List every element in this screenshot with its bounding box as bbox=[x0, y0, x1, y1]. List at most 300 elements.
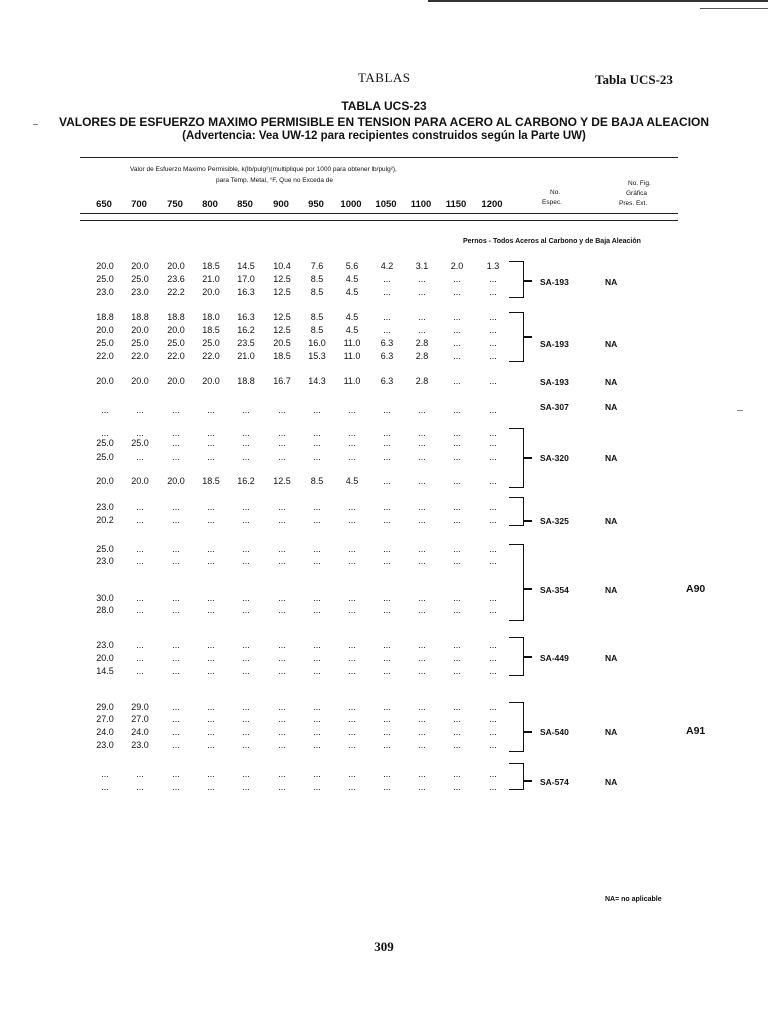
table-cell: ... bbox=[418, 502, 426, 512]
table-cell: ... bbox=[489, 640, 497, 650]
table-cell: 23.0 bbox=[96, 640, 114, 650]
running-header-left: TABLAS bbox=[358, 70, 411, 85]
table-cell: ... bbox=[136, 428, 144, 438]
table-cell: 14.5 bbox=[96, 666, 114, 676]
fig-value: NA bbox=[605, 377, 618, 387]
group-bracket-stub bbox=[523, 780, 532, 782]
table-cell: ... bbox=[172, 428, 180, 438]
table-cell: 16.2 bbox=[237, 476, 255, 486]
table-cell: ... bbox=[313, 640, 321, 650]
table-cell: 21.0 bbox=[202, 274, 220, 284]
table-cell: ... bbox=[242, 515, 250, 525]
table-title: TABLA UCS-23 bbox=[341, 99, 427, 113]
table-cell: ... bbox=[172, 452, 180, 462]
table-cell: ... bbox=[418, 438, 426, 448]
table-cell: ... bbox=[136, 544, 144, 554]
group-bracket bbox=[509, 261, 524, 298]
table-cell: ... bbox=[278, 727, 286, 737]
table-cell: 20.5 bbox=[273, 338, 291, 348]
table-cell: ... bbox=[489, 605, 497, 615]
table-cell: ... bbox=[453, 666, 461, 676]
table-cell: ... bbox=[453, 640, 461, 650]
table-cell: ... bbox=[348, 653, 356, 663]
table-cell: 12.5 bbox=[273, 325, 291, 335]
table-cell: 11.0 bbox=[343, 376, 361, 386]
table-cell: ... bbox=[383, 502, 391, 512]
table-cell: ... bbox=[489, 287, 497, 297]
table-cell: ... bbox=[172, 438, 180, 448]
temp-header: 700 bbox=[131, 199, 147, 210]
table-cell: ... bbox=[136, 666, 144, 676]
table-cell: ... bbox=[242, 405, 250, 415]
table-cell: 25.0 bbox=[131, 438, 149, 448]
table-cell: ... bbox=[278, 666, 286, 676]
table-warning: (Advertencia: Vea UW-12 para recipientes construidos según la Parte UW) bbox=[182, 130, 586, 142]
table-cell: 2.0 bbox=[450, 261, 464, 271]
table-cell: ... bbox=[242, 438, 250, 448]
top-edge-rule bbox=[428, 0, 768, 2]
table-cell: 20.0 bbox=[167, 325, 185, 335]
table-cell: 6.3 bbox=[380, 376, 394, 386]
table-cell: ... bbox=[207, 593, 215, 603]
table-cell: ... bbox=[313, 428, 321, 438]
table-cell: ... bbox=[207, 640, 215, 650]
table-cell: ... bbox=[348, 782, 356, 792]
table-cell: 20.0 bbox=[131, 325, 149, 335]
table-cell: ... bbox=[172, 782, 180, 792]
table-cell: 25.0 bbox=[202, 338, 220, 348]
table-cell: ... bbox=[489, 438, 497, 448]
fig-header-line1: No. Fig. bbox=[628, 180, 651, 187]
group-bracket-stub bbox=[523, 336, 532, 338]
fig-header-line2: Gráfica bbox=[626, 190, 647, 197]
temp-header: 1100 bbox=[410, 199, 432, 210]
table-cell: ... bbox=[489, 515, 497, 525]
table-cell: ... bbox=[453, 351, 461, 361]
table-cell: 4.5 bbox=[345, 287, 359, 297]
table-cell: 18.8 bbox=[167, 312, 185, 322]
table-cell: ... bbox=[313, 452, 321, 462]
table-cell: ... bbox=[383, 653, 391, 663]
table-cell: ... bbox=[278, 405, 286, 415]
table-cell: ... bbox=[278, 605, 286, 615]
group-bracket bbox=[509, 497, 524, 526]
fig-value: NA bbox=[605, 727, 618, 737]
table-cell: 24.0 bbox=[131, 727, 149, 737]
table-cell: 18.5 bbox=[202, 476, 220, 486]
table-cell: ... bbox=[242, 727, 250, 737]
table-cell: 20.0 bbox=[96, 653, 114, 663]
table-cell: ... bbox=[313, 740, 321, 750]
table-cell: ... bbox=[313, 605, 321, 615]
table-cell: ... bbox=[383, 702, 391, 712]
table-cell: 18.0 bbox=[202, 312, 220, 322]
table-cell: ... bbox=[453, 476, 461, 486]
table-cell: ... bbox=[242, 502, 250, 512]
table-cell: ... bbox=[453, 438, 461, 448]
table-cell: ... bbox=[489, 351, 497, 361]
table-cell: 8.5 bbox=[310, 476, 324, 486]
table-cell: ... bbox=[313, 544, 321, 554]
table-cell: ... bbox=[489, 727, 497, 737]
table-cell: 20.0 bbox=[167, 476, 185, 486]
table-cell: ... bbox=[489, 666, 497, 676]
table-cell: ... bbox=[418, 325, 426, 335]
table-cell: 20.0 bbox=[96, 476, 114, 486]
table-cell: ... bbox=[489, 593, 497, 603]
table-cell: ... bbox=[453, 653, 461, 663]
table-cell: 25.0 bbox=[96, 338, 114, 348]
table-cell: ... bbox=[348, 556, 356, 566]
table-cell: ... bbox=[453, 515, 461, 525]
fig-value: NA bbox=[605, 653, 618, 663]
temp-header: 1200 bbox=[481, 199, 503, 210]
table-cell: 4.5 bbox=[345, 312, 359, 322]
table-cell: 23.6 bbox=[167, 274, 185, 284]
table-cell: ... bbox=[418, 556, 426, 566]
table-cell: ... bbox=[418, 287, 426, 297]
table-cell: 25.0 bbox=[96, 274, 114, 284]
table-cell: ... bbox=[489, 769, 497, 779]
fig-value: NA bbox=[605, 516, 618, 526]
table-cell: 21.0 bbox=[237, 351, 255, 361]
table-cell: ... bbox=[278, 428, 286, 438]
temp-header: 950 bbox=[308, 199, 324, 210]
table-cell: 27.0 bbox=[131, 714, 149, 724]
page-number: 309 bbox=[374, 939, 394, 954]
top-edge-mark bbox=[700, 8, 768, 9]
table-cell: 18.8 bbox=[131, 312, 149, 322]
table-cell: ... bbox=[348, 605, 356, 615]
table-cell: ... bbox=[383, 438, 391, 448]
scan-speck bbox=[33, 124, 38, 125]
table-cell: ... bbox=[278, 593, 286, 603]
table-cell: ... bbox=[418, 452, 426, 462]
spec-label: SA-449 bbox=[540, 653, 569, 663]
table-cell: 22.2 bbox=[167, 287, 185, 297]
table-cell: ... bbox=[172, 727, 180, 737]
table-cell: ... bbox=[383, 274, 391, 284]
table-cell: ... bbox=[489, 338, 497, 348]
table-cell: ... bbox=[172, 702, 180, 712]
table-cell: ... bbox=[207, 714, 215, 724]
table-cell: ... bbox=[418, 428, 426, 438]
table-cell: ... bbox=[348, 544, 356, 554]
table-cell: ... bbox=[418, 640, 426, 650]
table-cell: ... bbox=[101, 428, 109, 438]
table-cell: ... bbox=[136, 515, 144, 525]
table-cell: ... bbox=[383, 544, 391, 554]
table-cell: ... bbox=[313, 515, 321, 525]
group-bracket-stub bbox=[523, 457, 532, 459]
column-header-line1: Valor de Esfuerzo Maximo Permisible, k(lb/pulg²)(multiplique por 1000 para obtener lb/pulg²), bbox=[130, 166, 397, 173]
table-cell: ... bbox=[489, 274, 497, 284]
fig-value: NA bbox=[605, 277, 618, 287]
table-cell: 28.0 bbox=[96, 605, 114, 615]
fig-value: NA bbox=[605, 339, 618, 349]
table-cell: ... bbox=[101, 405, 109, 415]
table-cell: ... bbox=[383, 428, 391, 438]
table-cell: ... bbox=[242, 593, 250, 603]
table-cell: ... bbox=[489, 325, 497, 335]
table-cell: 25.0 bbox=[167, 338, 185, 348]
table-cell: ... bbox=[348, 428, 356, 438]
table-cell: ... bbox=[278, 515, 286, 525]
table-cell: ... bbox=[136, 502, 144, 512]
table-cell: ... bbox=[383, 515, 391, 525]
table-cell: 22.0 bbox=[202, 351, 220, 361]
table-cell: 4.5 bbox=[345, 325, 359, 335]
temp-header: 1000 bbox=[340, 199, 362, 210]
section-title: Pernos - Todos Aceros al Carbono y de Baja Aleación bbox=[463, 238, 641, 245]
table-cell: ... bbox=[453, 376, 461, 386]
table-cell: ... bbox=[453, 405, 461, 415]
table-cell: ... bbox=[172, 544, 180, 554]
group-bracket bbox=[509, 763, 524, 790]
table-cell: ... bbox=[242, 740, 250, 750]
table-cell: 12.5 bbox=[273, 312, 291, 322]
table-cell: ... bbox=[418, 274, 426, 284]
table-cell: ... bbox=[348, 727, 356, 737]
table-cell: ... bbox=[101, 782, 109, 792]
spec-number-header: No. bbox=[550, 189, 561, 196]
table-cell: 16.3 bbox=[237, 287, 255, 297]
column-header-line2: para Temp. Metal, °F, Que no Exceda de bbox=[216, 177, 334, 184]
spec-label: SA-354 bbox=[540, 585, 569, 595]
temp-header: 1150 bbox=[445, 199, 467, 210]
table-cell: ... bbox=[172, 640, 180, 650]
table-cell: 8.5 bbox=[310, 325, 324, 335]
table-cell: 18.5 bbox=[202, 325, 220, 335]
table-cell: ... bbox=[207, 653, 215, 663]
table-cell: 23.0 bbox=[131, 287, 149, 297]
table-cell: ... bbox=[348, 702, 356, 712]
table-cell: 22.0 bbox=[131, 351, 149, 361]
table-cell: ... bbox=[172, 593, 180, 603]
table-cell: ... bbox=[453, 502, 461, 512]
table-cell: ... bbox=[489, 740, 497, 750]
table-cell: ... bbox=[278, 714, 286, 724]
fig-value: NA bbox=[605, 402, 618, 412]
table-cell: 20.0 bbox=[202, 287, 220, 297]
table-cell: 29.0 bbox=[96, 702, 114, 712]
table-cell: ... bbox=[207, 515, 215, 525]
table-cell: ... bbox=[453, 740, 461, 750]
table-cell: ... bbox=[242, 666, 250, 676]
running-header-right: Tabla UCS-23 bbox=[595, 72, 673, 87]
table-cell: ... bbox=[136, 593, 144, 603]
table-cell: 18.8 bbox=[237, 376, 255, 386]
group-bracket-stub bbox=[523, 656, 532, 658]
table-cell: 23.0 bbox=[96, 740, 114, 750]
table-cell: ... bbox=[207, 666, 215, 676]
table-cell: ... bbox=[278, 769, 286, 779]
group-bracket bbox=[509, 702, 524, 752]
table-cell: 16.2 bbox=[237, 325, 255, 335]
table-cell: ... bbox=[383, 769, 391, 779]
spec-label: SA-325 bbox=[540, 516, 569, 526]
table-cell: ... bbox=[207, 428, 215, 438]
table-cell: ... bbox=[418, 653, 426, 663]
table-cell: ... bbox=[418, 544, 426, 554]
table-cell: 14.5 bbox=[237, 261, 255, 271]
table-cell: ... bbox=[172, 714, 180, 724]
table-cell: ... bbox=[418, 593, 426, 603]
table-cell: 20.0 bbox=[167, 261, 185, 271]
table-cell: 4.5 bbox=[345, 476, 359, 486]
table-cell: ... bbox=[313, 438, 321, 448]
table-cell: ... bbox=[348, 405, 356, 415]
table-cell: ... bbox=[383, 782, 391, 792]
table-cell: ... bbox=[453, 287, 461, 297]
table-cell: 25.0 bbox=[96, 544, 114, 554]
table-cell: ... bbox=[136, 556, 144, 566]
fig-header-line3: Pres. Ext. bbox=[619, 200, 648, 207]
table-cell: 11.0 bbox=[343, 351, 361, 361]
table-cell: ... bbox=[242, 544, 250, 554]
table-cell: 18.8 bbox=[96, 312, 114, 322]
table-cell: ... bbox=[207, 605, 215, 615]
table-cell: ... bbox=[278, 702, 286, 712]
table-cell: ... bbox=[348, 593, 356, 603]
table-cell: ... bbox=[383, 640, 391, 650]
table-cell: ... bbox=[136, 653, 144, 663]
table-cell: ... bbox=[489, 556, 497, 566]
table-cell: ... bbox=[418, 605, 426, 615]
table-cell: ... bbox=[453, 782, 461, 792]
table-cell: ... bbox=[418, 515, 426, 525]
table-cell: ... bbox=[383, 740, 391, 750]
table-cell: ... bbox=[489, 653, 497, 663]
table-cell: ... bbox=[453, 769, 461, 779]
table-cell: ... bbox=[136, 452, 144, 462]
table-cell: 20.0 bbox=[131, 376, 149, 386]
table-cell: ... bbox=[418, 769, 426, 779]
table-cell: ... bbox=[489, 714, 497, 724]
table-cell: 20.0 bbox=[167, 376, 185, 386]
table-cell: ... bbox=[489, 405, 497, 415]
table-cell: ... bbox=[453, 312, 461, 322]
table-cell: ... bbox=[172, 769, 180, 779]
table-cell: ... bbox=[348, 740, 356, 750]
group-bracket-stub bbox=[523, 520, 532, 522]
table-cell: ... bbox=[136, 640, 144, 650]
table-cell: ... bbox=[453, 452, 461, 462]
table-cell: ... bbox=[172, 666, 180, 676]
table-cell: 23.0 bbox=[96, 502, 114, 512]
table-cell: ... bbox=[453, 544, 461, 554]
table-cell: ... bbox=[313, 653, 321, 663]
table-cell: ... bbox=[418, 476, 426, 486]
table-subtitle: VALORES DE ESFUERZO MAXIMO PERMISIBLE EN TENSION PARA ACERO AL CARBONO Y DE BAJA ALEACION bbox=[58, 115, 710, 129]
table-cell: 17.0 bbox=[237, 274, 255, 284]
table-cell: 2.8 bbox=[415, 351, 429, 361]
table-cell: ... bbox=[313, 502, 321, 512]
table-cell: ... bbox=[313, 405, 321, 415]
group-bracket-stub bbox=[523, 731, 532, 733]
table-cell: 1.3 bbox=[486, 261, 500, 271]
table-cell: 8.5 bbox=[310, 312, 324, 322]
table-cell: ... bbox=[383, 452, 391, 462]
table-cell: ... bbox=[489, 312, 497, 322]
table-cell: ... bbox=[313, 769, 321, 779]
table-cell: ... bbox=[242, 640, 250, 650]
table-cell: 5.6 bbox=[345, 261, 359, 271]
table-cell: ... bbox=[383, 556, 391, 566]
table-cell: ... bbox=[418, 702, 426, 712]
table-cell: 7.6 bbox=[310, 261, 324, 271]
table-cell: ... bbox=[489, 502, 497, 512]
table-cell: ... bbox=[242, 653, 250, 663]
table-cell: ... bbox=[278, 502, 286, 512]
table-cell: 25.0 bbox=[96, 452, 114, 462]
table-cell: ... bbox=[383, 605, 391, 615]
spec-label: SA-193 bbox=[540, 277, 569, 287]
spec-label: SA-540 bbox=[540, 727, 569, 737]
table-cell: 15.3 bbox=[308, 351, 326, 361]
table-cell: 8.5 bbox=[310, 274, 324, 284]
table-cell: ... bbox=[348, 666, 356, 676]
table-cell: 20.0 bbox=[96, 325, 114, 335]
temp-header: 1050 bbox=[375, 199, 397, 210]
group-bracket bbox=[509, 312, 524, 362]
group-bracket-stub bbox=[523, 588, 532, 590]
table-cell: 30.0 bbox=[96, 593, 114, 603]
table-cell: ... bbox=[207, 438, 215, 448]
table-cell: ... bbox=[348, 640, 356, 650]
table-cell: ... bbox=[418, 740, 426, 750]
table-cell: ... bbox=[418, 714, 426, 724]
table-cell: 11.0 bbox=[343, 338, 361, 348]
table-cell: ... bbox=[383, 593, 391, 603]
table-cell: ... bbox=[453, 338, 461, 348]
table-cell: ... bbox=[207, 556, 215, 566]
scan-speck bbox=[737, 410, 743, 411]
table-cell: 14.3 bbox=[308, 376, 326, 386]
table-cell: 23.0 bbox=[96, 556, 114, 566]
table-cell: ... bbox=[348, 714, 356, 724]
table-cell: ... bbox=[278, 544, 286, 554]
table-cell: ... bbox=[207, 727, 215, 737]
margin-note: A91 bbox=[686, 725, 706, 737]
table-cell: ... bbox=[489, 452, 497, 462]
table-cell: ... bbox=[489, 782, 497, 792]
table-cell: 22.0 bbox=[96, 351, 114, 361]
table-cell: ... bbox=[313, 782, 321, 792]
table-cell: ... bbox=[489, 428, 497, 438]
table-cell: ... bbox=[101, 769, 109, 779]
margin-note: A90 bbox=[686, 583, 706, 595]
table-cell: 18.5 bbox=[273, 351, 291, 361]
table-cell: ... bbox=[348, 438, 356, 448]
table-cell: ... bbox=[207, 502, 215, 512]
table-cell: ... bbox=[313, 666, 321, 676]
group-bracket bbox=[509, 544, 524, 621]
spec-label: SA-307 bbox=[540, 402, 569, 412]
table-cell: 12.5 bbox=[273, 476, 291, 486]
table-cell: ... bbox=[172, 515, 180, 525]
table-cell: ... bbox=[136, 769, 144, 779]
spec-label: SA-320 bbox=[540, 453, 569, 463]
table-cell: ... bbox=[383, 666, 391, 676]
table-cell: 20.0 bbox=[131, 476, 149, 486]
table-cell: ... bbox=[242, 556, 250, 566]
temp-header: 850 bbox=[237, 199, 253, 210]
table-cell: ... bbox=[242, 769, 250, 779]
table-cell: 29.0 bbox=[131, 702, 149, 712]
table-cell: ... bbox=[418, 312, 426, 322]
table-cell: ... bbox=[489, 476, 497, 486]
